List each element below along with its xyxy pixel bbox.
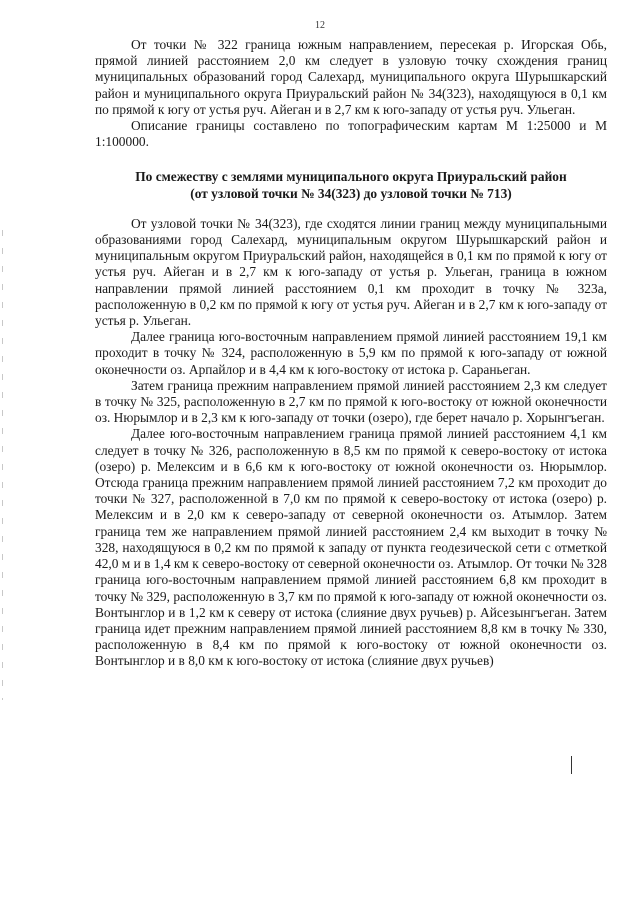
paragraph-point-326-330: Далее юго-восточным направлением граница прямой линией расстоянием 4,1 км следует в точку № 326, расположенную в 8,5 км по прямой к северо-востоку от истока (озеро) р. Мелексим и в 6,6 км к юго-востоку от южной оконечности оз. Нюрымлор. Отсюда граница прежним направлением прямой линией расстоянием 7,2 км проходит до точки № 327, расположенной в 7,0 км по прямой к северо-востоку от истока (озеро) р. Мелексим и в 2,0 км к северо-западу от северной оконечности оз. Атымлор. Затем граница тем же направлением прямой линией расстоянием 2,4 км выходит в точку № 328, находящуюся в 0,2 км по прямой к западу от пункта геодезической сети с отметкой 42,0 м и в 1,4 км к северо-востоку от северной оконечности оз. Атымлор. От точки № 328 граница юго-восточным направлением прямой линией расстоянием 6,8 км проходит в точку № 329, расположенную в 3,7 км по прямой к юго-западу от южной оконечности оз. Вонтынглор и в 1,2 км к северу от истока (слияние двух ручьев) р. Айсезынгъеган. Затем граница идет прежним направлением прямой линией расстоянием 8,8 км в точку № 330, расположенную в 8,4 км по прямой к юго-востоку от южной оконечности оз. Вонтынглор и в 8,0 км к юго-востоку от истока (слияние двух ручьев) (95, 426, 607, 669)
scan-edge-mark (2, 230, 3, 700)
paragraph-point-325: Затем граница прежним направлением прямой линией расстоянием 2,3 км следует в точку № 325, расположенную в 2,7 км по прямой к юго-востоку от южной оконечности оз. Нюрымлор и в 2,3 км к юго-западу от точки (озеро), где берет начало р. Хорынгъеган. (95, 377, 607, 426)
margin-tick-mark (571, 756, 572, 774)
section-heading-line-2: (от узловой точки № 34(323) до узловой точки № 713) (190, 185, 512, 201)
page-number: 12 (315, 20, 325, 31)
section-heading-line-1: По смежеству с землями муниципального округа Приуральский район (135, 169, 567, 185)
section-heading (95, 169, 607, 201)
paragraph-point-324: Далее граница юго-восточным направлением прямой линией расстоянием 19,1 км проходит в точку № 324, расположенную в 5,9 км по прямой к юго-западу от южной оконечности оз. Арпайлор и в 4,4 км к юго-востоку от истока р. Сараньеган. (95, 329, 607, 377)
paragraph-map-scale: Описание границы составлено по топографическим картам М 1:25000 и М 1:100000. (95, 118, 607, 150)
paragraph-point-34-323: От узловой точки № 34(323), где сходятся линии границ между муниципальными образованиями город Салехард, муниципальным округом Шурышкарский район и муниципальным округом Приуральский район, находящейся в 0,1 км по прямой к югу от устья руч. Айеган и в 2,7 км к юго-западу от устья р. Ульеган, граница в южном направлении прямой линией расстоянием 0,1 км проходит в точку № 323а, расположенную в 0,2 км по прямой к югу от устья руч. Айеган и в 2,7 км к юго-западу от устья р. Ульеган. (95, 215, 607, 329)
document-body (95, 37, 607, 670)
paragraph-point-322: От точки № 322 граница южным направлением, пересекая р. Игорская Обь, прямой линией расстоянием 2,0 км следует в узловую точку схождения границ муниципальных образований город Салехард, муниципального округа Шурышкарский район и муниципального округа Приуральский район № 34(323), находящуюся в 0,1 км по прямой к югу от устья руч. Айеган и в 2,7 км к юго-западу от устья руч. Ульеган. (95, 37, 607, 117)
